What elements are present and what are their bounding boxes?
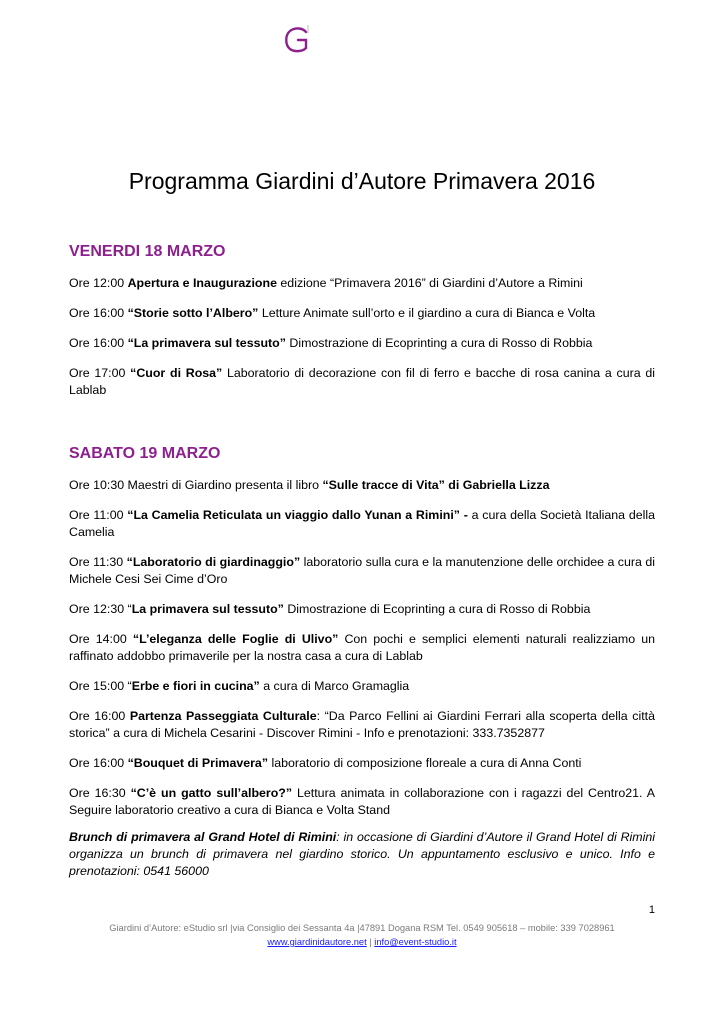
day-heading-friday: VENERDI 18 MARZO: [69, 243, 226, 260]
program-entry: Ore 10:30 Maestri di Giardino presenta il libro “Sulle tracce di Vita” di Gabriella Lizza: [69, 478, 550, 492]
program-entry: Ore 11:30 “Laboratorio di giardinaggio” laboratorio sulla cura e la manutenzione delle orchidee a cura di Michele Cesi Sei Cime d’Oro: [69, 555, 655, 586]
footer-links: [0, 935, 724, 949]
page-footer: [0, 921, 724, 949]
day-heading-saturday: SABATO 19 MARZO: [69, 445, 221, 462]
page-number: 1: [648, 904, 655, 916]
program-entry: Ore 17:00 “Cuor di Rosa” Laboratorio di decorazione con fil di ferro e bacche di rosa canina a cura di Lablab: [69, 366, 655, 397]
website-link[interactable]: www.giardinidautore.net: [267, 937, 367, 947]
email-link[interactable]: info@event-studio.it: [374, 937, 457, 947]
program-entry: Ore 16:00 Partenza Passeggiata Culturale: “Da Parco Fellini ai Giardini Ferrari alla scoperta della città storica” a cura di Michela Cesarini - Discover Rimini - Info e prenotazioni: 333.7352877: [69, 709, 655, 740]
program-entry: Ore 16:00 “Bouquet di Primavera” laboratorio di composizione floreale a cura di Anna Conti: [69, 756, 582, 770]
program-entry: Ore 12:00 Apertura e Inaugurazione edizione “Primavera 2016” di Giardini d’Autore a Rimini: [69, 276, 583, 290]
program-entry: Ore 16:30 “C’è un gatto sull’albero?” Lettura animata in collaborazione con i ragazzi del Centro21. A Seguire laboratorio creativo a cura di Bianca e Volta Stand: [69, 786, 655, 817]
footer-address: Giardini d’Autore: eStudio srl |via Consiglio dei Sessanta 4a |47891 Dogana RSM Tel. 0549 905618 – mobile: 339 7028961: [109, 923, 615, 933]
program-entry: Ore 16:00 “La primavera sul tessuto” Dimostrazione di Ecoprinting a cura di Rosso di Robbia: [69, 336, 593, 350]
program-entry: Ore 15:00 “Erbe e fiori in cucina” a cura di Marco Gramaglia: [69, 679, 410, 693]
program-content: [69, 242, 655, 880]
page-title: Programma Giardini d’Autore Primavera 2016: [128, 168, 596, 194]
program-entry: Ore 12:30 “La primavera sul tessuto” Dimostrazione di Ecoprinting a cura di Rosso di Robbia: [69, 602, 591, 616]
footer-separator: |: [366, 937, 375, 947]
brunch-note: Brunch di primavera al Grand Hotel di Rimini: in occasione di Giardini d’Autore il Grand Hotel di Rimini organizza un brunch di primavera nel giardino storico. Un appuntamento esclusivo e unico. Info e prenotazioni: 0541 56000: [69, 830, 655, 878]
program-entry: Ore 16:00 “Storie sotto l’Albero” Letture Animate sull’orto e il giardino a cura di Bianca e Volta: [69, 306, 596, 320]
program-entry: Ore 11:00 “La Camelia Reticulata un viaggio dallo Yunan a Rimini” - a cura della Società Italiana della Camelia: [69, 508, 655, 539]
giardini-logo-icon: [282, 24, 312, 54]
program-entry: Ore 14:00 “L’eleganza delle Foglie di Ulivo” Con pochi e semplici elementi naturali realizziamo un raffinato addobbo primaverile per la nostra casa a cura di Lablab: [69, 632, 656, 663]
